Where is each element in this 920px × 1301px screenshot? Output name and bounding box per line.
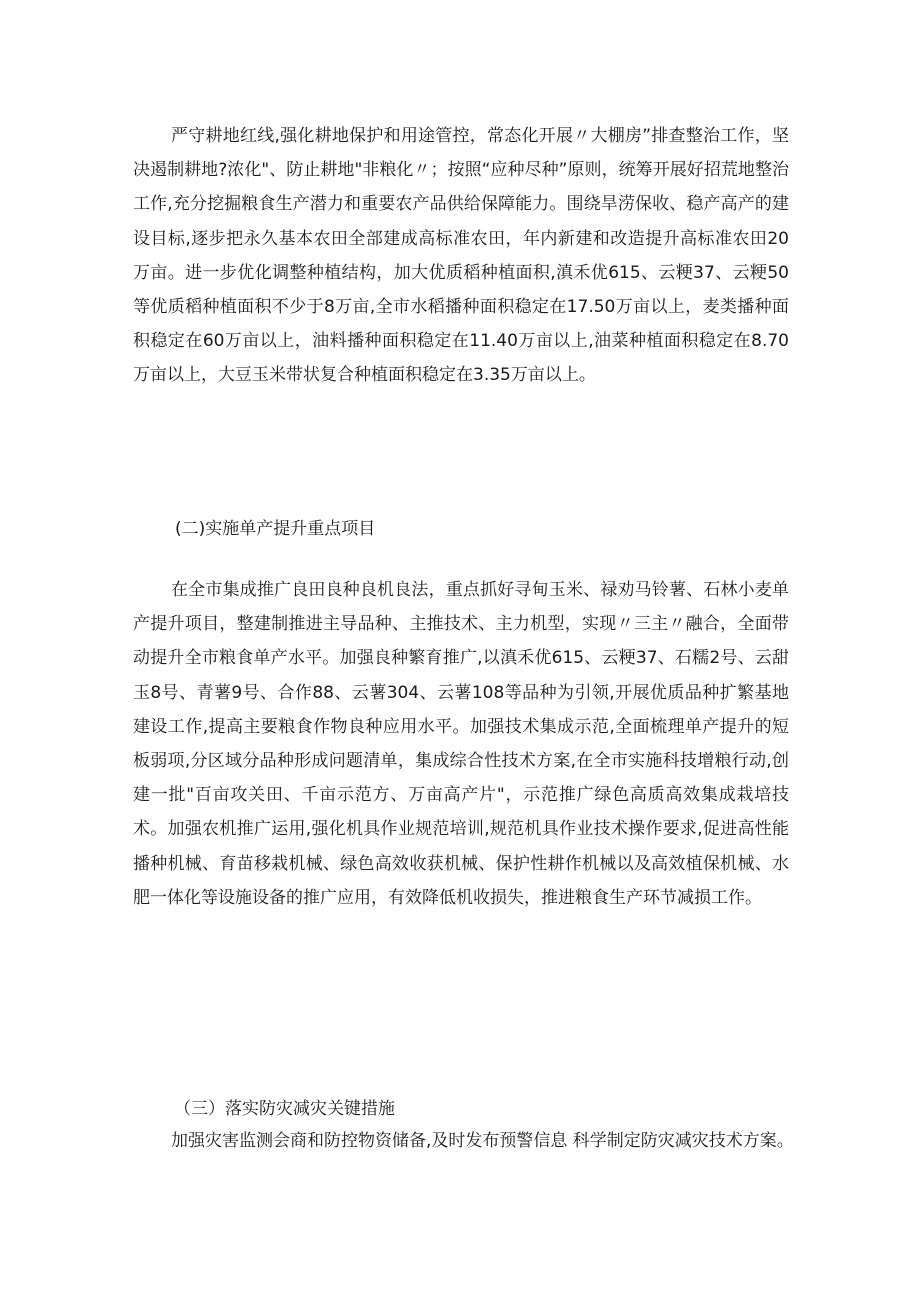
section-heading-disaster-prevention: （三）落实防灾减灾关键措施 bbox=[174, 1099, 395, 1119]
paragraph-disaster-prevention: 加强灾害监测会商和防控物资储备,及时发布预警信息 科学制定防灾减灾技术方案。 bbox=[171, 1131, 794, 1151]
paragraph-yield-improvement: 在全市集成推广良田良种良机良法，重点抓好寻甸玉米、禄劝马铃薯、石林小麦单产提升项目，整建制推进主导品种、主推技术、主力机型，实现〃三主〃融合，全面带动提升全市粮食单产水平。加强良种繁育推广,以滇禾优615、云粳37、石糯2号、云甜玉8号、青薯9号、合作88、云薯304、云薯108等品种为引领,开展优质品种扩繁基地建设工作,提高主要粮食作物良种应用水平。加强技术集成示范,全面梳理单产提升的短板弱项,分区域分品种形成问题清单，集成综合性技术方案,在全市实施科技增粮行动,创建一批"百亩攻关田、千亩示范方、万亩高产片"，示范推广绿色高质高效集成栽培技术。加强农机推广运用,强化机具作业规范培训,规范机具作业技术操作要求,促进高性能播种机械、育苗移栽机械、绿色高效收获机械、保护性耕作机械以及高效植保机械、水肥一体化等设施设备的推广应用，有效降低机收损失，推进粮食生产环节减损工作。 bbox=[133, 580, 789, 908]
section-heading-yield-improvement: (二)实施单产提升重点项目 bbox=[175, 519, 376, 539]
paragraph-farmland-protection: 严守耕地红线,强化耕地保护和用途管控，常态化开展〃大棚房”排查整治工作，坚决遏制耕地?浓化"、防止耕地"非粮化〃；按照“应种尽种”原则，统筹开展好招荒地整治工作,充分挖掘粮食生产潜力和重要农产品供给保障能力。围绕旱涝保收、稳产高产的建设目标,逐步把永久基本农田全部建成高标准农田，年内新建和改造提升高标准农田20万亩。进一步优化调整种植结构，加大优质稻种植面积,滇禾优615、云粳37、云粳50等优质稻种植面积不少于8万亩,全市水稻播种面积稳定在17.50万亩以上，麦类播种面积稳定在60万亩以上，油料播种面积稳定在11.40万亩以上,油菜种植面积稳定在8.70万亩以上，大豆玉米带状复合种植面积稳定在3.35万亩以上。 bbox=[133, 126, 789, 386]
